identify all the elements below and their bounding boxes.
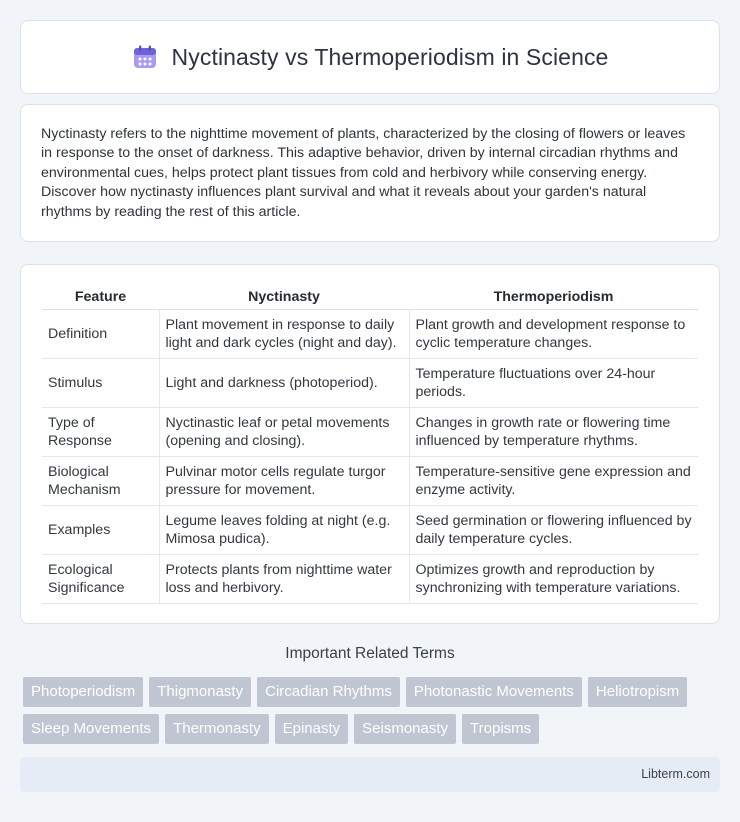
row-feature-cell: Ecological Significance [42, 554, 159, 603]
tag-heliotropism[interactable]: Heliotropism [588, 677, 687, 707]
thermoperiodism-cell: Plant growth and development response to cyclic temperature changes. [409, 309, 698, 358]
table-header-row [42, 287, 698, 309]
nyctinasty-cell: Light and darkness (photoperiod). [159, 358, 409, 407]
table-row [42, 407, 698, 456]
comparison-table-card [20, 264, 720, 624]
row-feature-cell: Biological Mechanism [42, 456, 159, 505]
calendar-icon [132, 44, 158, 70]
related-terms-section [20, 645, 720, 744]
table-row [42, 358, 698, 407]
thermoperiodism-cell: Temperature fluctuations over 24-hour periods. [409, 358, 698, 407]
related-terms-heading: Important Related Terms [285, 645, 455, 662]
footer [20, 757, 720, 792]
page-title: Nyctinasty vs Thermoperiodism in Science [171, 43, 609, 70]
column-header-thermoperiodism: Thermoperiodism [409, 287, 698, 309]
column-header-feature: Feature [42, 287, 159, 309]
tag-circadian-rhythms[interactable]: Circadian Rhythms [257, 677, 400, 707]
table-row [42, 554, 698, 603]
intro-card [20, 104, 720, 242]
table-row [42, 309, 698, 358]
comparison-table [42, 287, 698, 604]
related-terms-tags [20, 677, 720, 744]
table-row [42, 456, 698, 505]
tag-epinasty[interactable]: Epinasty [275, 714, 349, 744]
thermoperiodism-cell: Temperature-sensitive gene expression and enzyme activity. [409, 456, 698, 505]
row-feature-cell: Stimulus [42, 358, 159, 407]
tag-tropisms[interactable]: Tropisms [462, 714, 539, 744]
title-wrap [132, 44, 609, 71]
nyctinasty-cell: Protects plants from nighttime water loss and herbivory. [159, 554, 409, 603]
intro-paragraph: Nyctinasty refers to the nighttime movement of plants, characterized by the closing of flowers or leaves in response to the onset of darkness. This adaptive behavior, driven by internal circadian rhythms and environmental cues, helps protect plant tissues from cold and herbivory while conserving energy. Discover how nyctinasty influences plant survival and what it reveals about your garden's natural rhythms by reading the rest of this article. [41, 126, 686, 220]
nyctinasty-cell: Pulvinar motor cells regulate turgor pressure for movement. [159, 456, 409, 505]
row-feature-cell: Definition [42, 309, 159, 358]
tag-seismonasty[interactable]: Seismonasty [354, 714, 456, 744]
column-header-nyctinasty: Nyctinasty [159, 287, 409, 309]
tag-thigmonasty[interactable]: Thigmonasty [149, 677, 251, 707]
thermoperiodism-cell: Changes in growth rate or flowering time influenced by temperature rhythms. [409, 407, 698, 456]
nyctinasty-cell: Plant movement in response to daily light and dark cycles (night and day). [159, 309, 409, 358]
tag-photoperiodism[interactable]: Photoperiodism [23, 677, 143, 707]
thermoperiodism-cell: Optimizes growth and reproduction by synchronizing with temperature variations. [409, 554, 698, 603]
tag-photonastic-movements[interactable]: Photonastic Movements [406, 677, 582, 707]
thermoperiodism-cell: Seed germination or flowering influenced by daily temperature cycles. [409, 505, 698, 554]
nyctinasty-cell: Legume leaves folding at night (e.g. Mimosa pudica). [159, 505, 409, 554]
row-feature-cell: Examples [42, 505, 159, 554]
footer-brand-link[interactable]: Libterm.com [641, 767, 710, 781]
nyctinasty-cell: Nyctinastic leaf or petal movements (opening and closing). [159, 407, 409, 456]
tag-sleep-movements[interactable]: Sleep Movements [23, 714, 159, 744]
tag-thermonasty[interactable]: Thermonasty [165, 714, 269, 744]
title-card [20, 20, 720, 94]
row-feature-cell: Type of Response [42, 407, 159, 456]
table-row [42, 505, 698, 554]
